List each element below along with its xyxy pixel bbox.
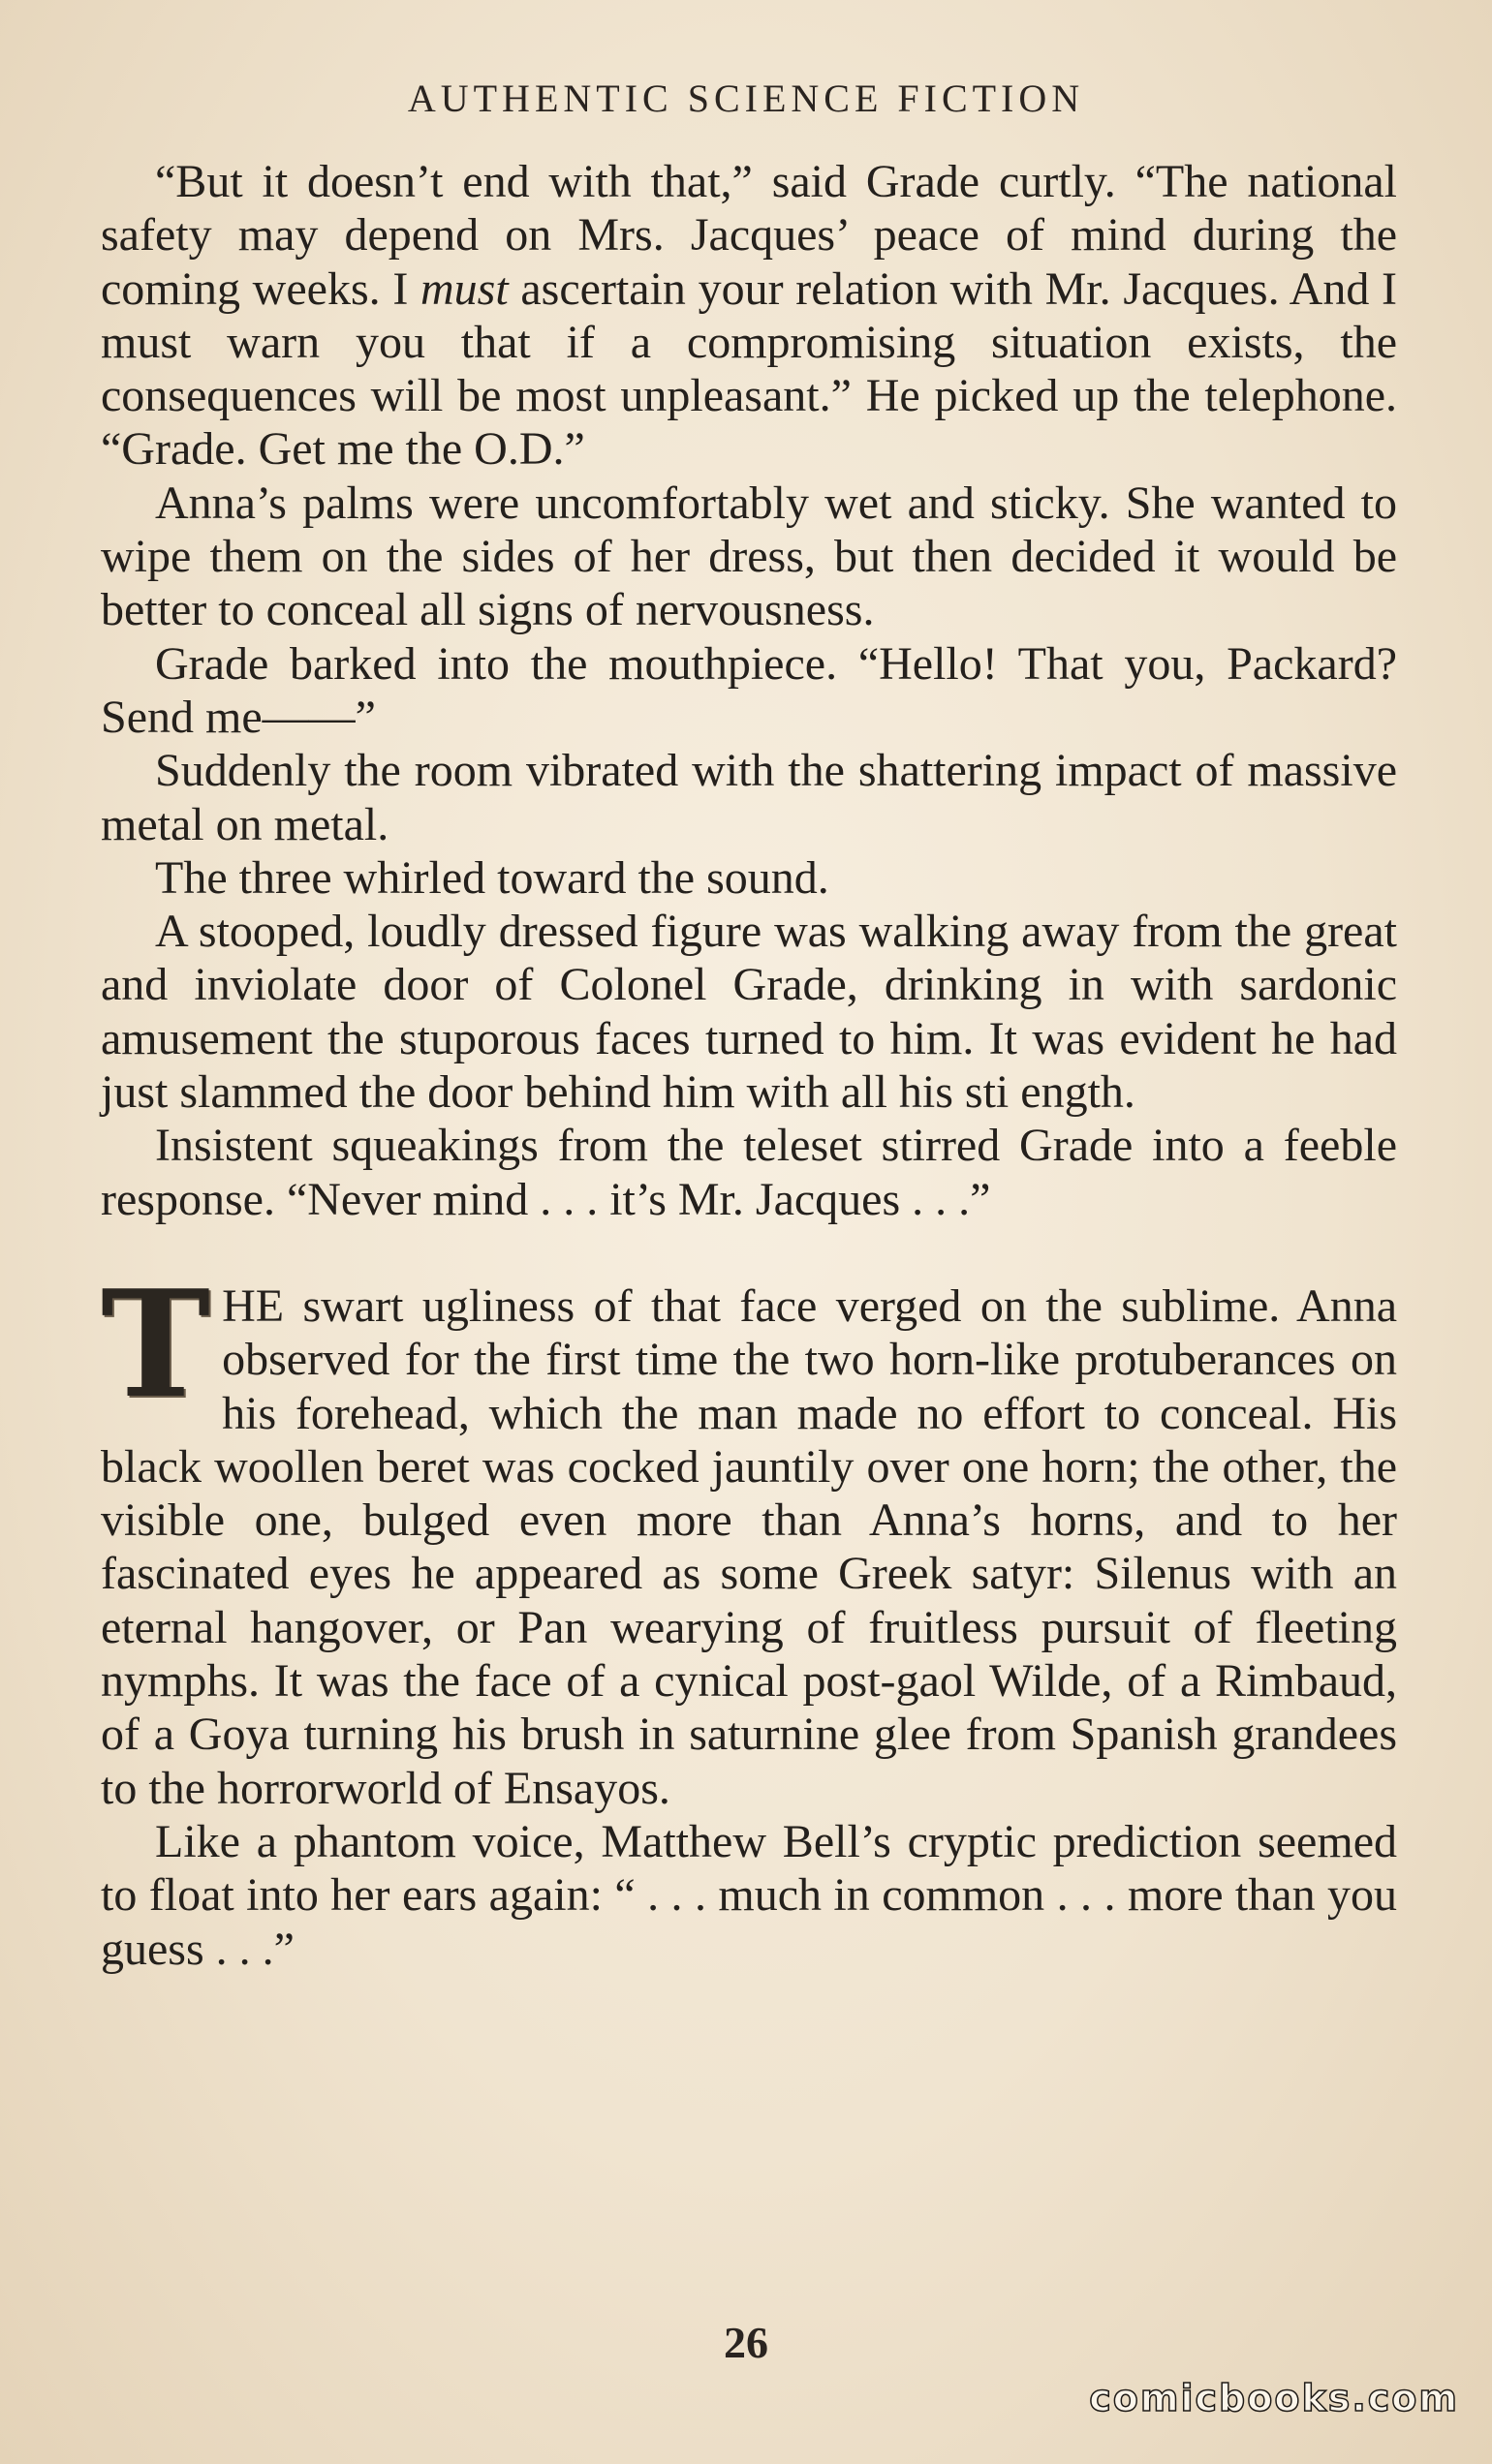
paragraph-teleset: Insistent squeakings from the teleset stirred Grade into a feeble response. “Never mind . . . it’s Mr. Jacques . . .”: [101, 1120, 1397, 1225]
paragraph-1-rest: ascertain your relation with Mr. Jacques. And I must warn you that if a compromising situation exists, the consequences will be most unpleasant.” He picked up the telephone. “Grade. Get me the O.D.”: [101, 262, 1397, 476]
paragraph-phantom-voice: Like a phantom voice, Matthew Bell’s cryptic prediction seemed to float into her ears again: “ . . . much in common . . . more than you guess . . .”: [101, 1815, 1397, 1975]
running-head: AUTHENTIC SCIENCE FICTION: [407, 77, 1085, 120]
drop-cap-letter: T: [101, 1256, 211, 1431]
paragraph-anna-palms: Anna’s palms were uncomfortably wet and sticky. She wanted to wipe them on the sides of her dress, but then decided it would be better to conceal all signs of nervousness.: [101, 477, 1397, 636]
watermark-logo: comicbooks.com: [1089, 2377, 1459, 2419]
emphasis-must: must: [420, 262, 509, 315]
paragraph-three-whirled: The three whirled toward the sound.: [155, 851, 829, 904]
paragraph-stooped-figure: A stooped, loudly dressed figure was walking away from the great and inviolate door of Colonel Grade, drinking in with sardonic amusement the stuporous faces turned to him. It was evident he had just slammed the door behind him with all his sti ength.: [101, 906, 1397, 1119]
paragraph-1: [101, 155, 1397, 477]
paragraph-1-start: “But it doesn’t end with that,” said Grade curtly. “The national safety may depend on Mrs. Jacques’ peace of mind during the coming weeks. I: [101, 156, 1397, 315]
body-text: [101, 155, 1397, 1976]
page-number: 26: [724, 2318, 768, 2367]
paragraph-swart-ugliness: [101, 1256, 1397, 1815]
paragraph-grade-barked: Grade barked into the mouthpiece. “Hello! That you, Packard? Send me——”: [101, 637, 1397, 743]
paragraph-swart-ugliness-text: HE swart ugliness of that face verged on the sublime. Anna observed for the first time the two horn-like protuberances on his forehead, which the man made no effort to conceal. His black woollen beret was cocked jauntily over one horn; the other, the visible one, bulged even more than Anna’s horns, and to her fascinated eyes he appeared as some Greek satyr: Silenus with an eternal hangover, or Pan wearying of fruitless pursuit of fleeting nymphs. It was the face of a cynical post-gaol Wilde, of a Rimbaud, of a Goya turning his brush in saturnine glee from Spanish grandees to the horrorworld of Ensayos.: [101, 1279, 1397, 1814]
paragraph-room-vibrated: Suddenly the room vibrated with the shattering impact of massive metal on metal.: [101, 745, 1397, 850]
